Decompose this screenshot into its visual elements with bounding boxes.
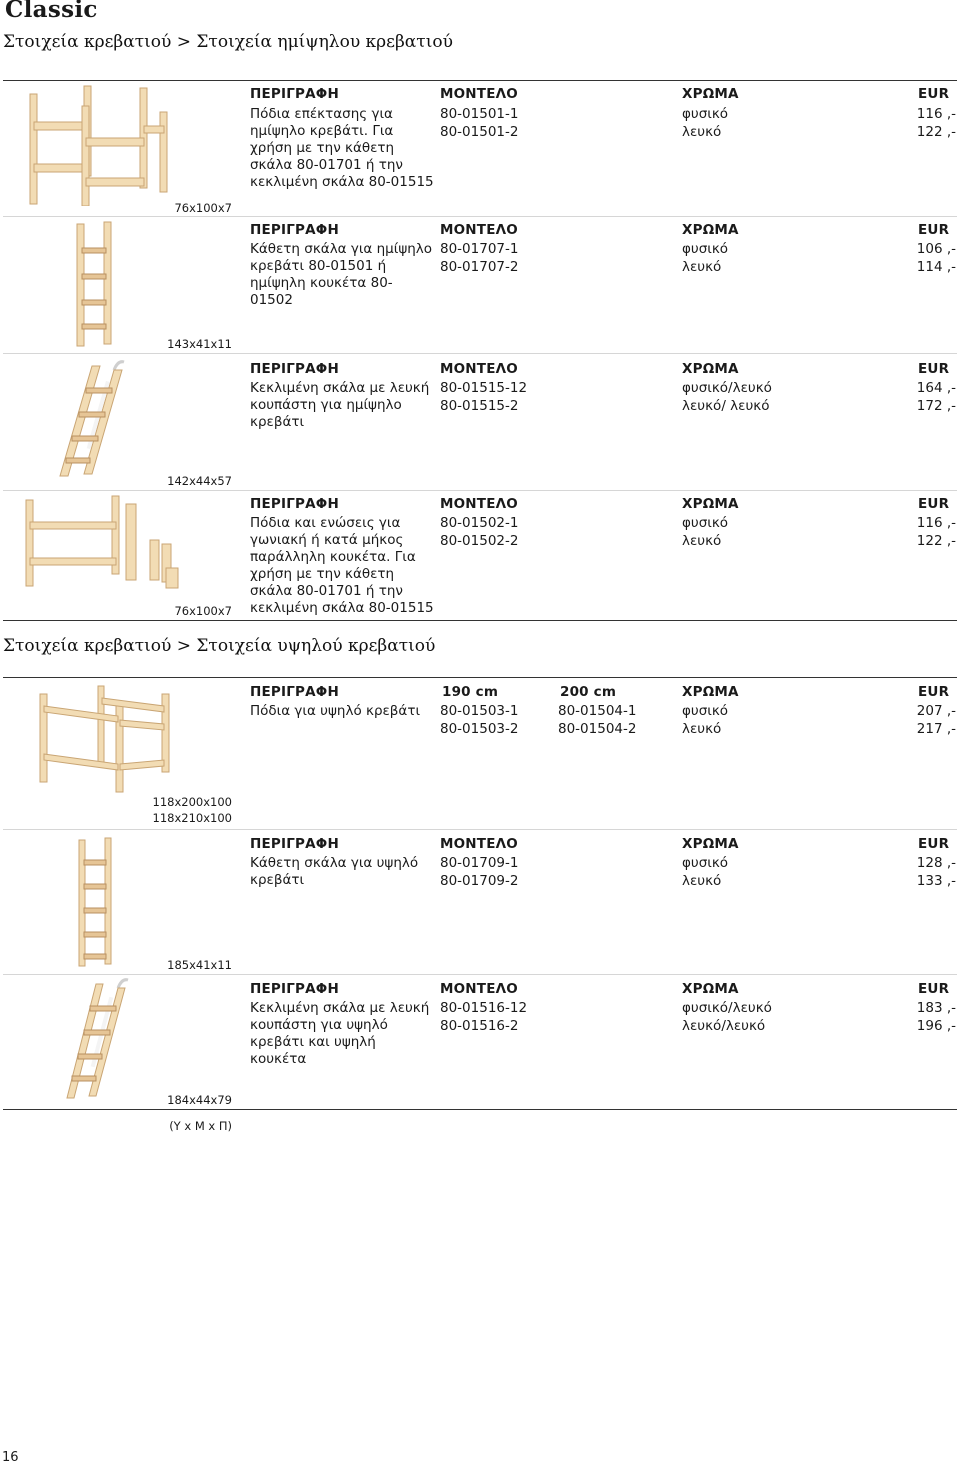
header-price: EUR: [918, 684, 950, 700]
header-description: ΠΕΡΙΓΡΑΦΗ: [250, 496, 339, 512]
product-description: Κεκλιμένη σκάλα με λευκή κουπάστη για ημίψηλο κρεβάτι: [250, 380, 430, 430]
dimensions-label: 143x41x11: [167, 337, 232, 351]
price-value: 217 ,-: [916, 721, 956, 737]
model-number: 80-01707-2: [440, 259, 519, 275]
color-value: λευκό/λευκό: [682, 1018, 766, 1034]
row-divider: [3, 216, 957, 217]
section-divider: [3, 677, 957, 678]
product-description: Πόδια για υψηλό κρεβάτι: [250, 703, 421, 719]
price-value: 128 ,-: [916, 855, 956, 871]
header-price: EUR: [918, 981, 950, 997]
color-value: φυσικό: [682, 106, 729, 122]
product-description: Κάθετη σκάλα για υψηλό κρεβάτι: [250, 855, 419, 888]
model-number: 80-01707-1: [440, 241, 519, 257]
header-color: ΧΡΩΜΑ: [682, 86, 739, 102]
dimensions-label: 76x100x7: [174, 201, 232, 215]
product-description: Πόδια και ενώσεις για γωνιακή ή κατά μήκος παράλληλη κουκέτα. Για χρήση με την κάθετη σκάλα 80-01701 ή την κεκλιμένη σκάλα 80-01515: [250, 515, 434, 616]
header-model: ΜΟΝΤΕΛΟ: [440, 222, 518, 238]
header-description: ΠΕΡΙΓΡΑΦΗ: [250, 981, 339, 997]
price-value: 196 ,-: [916, 1018, 956, 1034]
header-description: ΠΕΡΙΓΡΑΦΗ: [250, 684, 339, 700]
header-description: ΠΕΡΙΓΡΑΦΗ: [250, 836, 339, 852]
vertical-ladder-image: [76, 836, 114, 968]
row-divider: [3, 353, 957, 354]
section-divider: [3, 620, 957, 621]
model-number-200: 80-01504-1: [558, 703, 637, 719]
bed-extension-legs-image: [24, 82, 174, 206]
dimensions-label: 142x44x57: [167, 474, 232, 488]
slanted-ladder-image: [56, 356, 128, 478]
section-divider: [3, 1109, 957, 1110]
model-number-200: 80-01504-2: [558, 721, 637, 737]
row-divider: [3, 490, 957, 491]
high-bed-legs-image: [34, 684, 176, 794]
model-number: 80-01516-2: [440, 1018, 519, 1034]
color-value: λευκό: [682, 533, 722, 549]
model-number: 80-01515-12: [440, 380, 528, 396]
section-title-high-bed: Στοιχεία κρεβατιού > Στοιχεία υψηλού κρεβατιού: [3, 636, 436, 656]
price-value: 207 ,-: [916, 703, 956, 719]
header-price: EUR: [918, 86, 950, 102]
product-description: Κεκλιμένη σκάλα με λευκή κουπάστη για υψηλό κρεβάτι και υψηλή κουκέτα: [250, 1000, 430, 1067]
dimensions-legend: (Υ x Μ x Π): [169, 1119, 232, 1133]
price-value: 183 ,-: [916, 1000, 956, 1016]
model-number: 80-01516-12: [440, 1000, 528, 1016]
color-value: φυσικό/λευκό: [682, 1000, 772, 1016]
model-number-190: 80-01503-2: [440, 721, 519, 737]
color-value: λευκό: [682, 873, 722, 889]
dimensions-label: 118x210x100: [152, 811, 232, 825]
header-description: ΠΕΡΙΓΡΑΦΗ: [250, 222, 339, 238]
dimensions-label: 118x200x100: [152, 795, 232, 809]
header-model-200cm: 200 cm: [560, 684, 617, 700]
color-value: λευκό: [682, 259, 722, 275]
color-value: φυσικό: [682, 703, 729, 719]
header-model: ΜΟΝΤΕΛΟ: [440, 361, 518, 377]
model-number: 80-01709-1: [440, 855, 519, 871]
dimensions-label: 76x100x7: [174, 604, 232, 618]
price-value: 172 ,-: [916, 398, 956, 414]
page-number: 16: [2, 1450, 19, 1465]
page-title: Classic: [5, 0, 98, 23]
price-value: 133 ,-: [916, 873, 956, 889]
price-value: 122 ,-: [916, 124, 956, 140]
header-model: ΜΟΝΤΕΛΟ: [440, 981, 518, 997]
header-color: ΧΡΩΜΑ: [682, 496, 739, 512]
section-divider: [3, 80, 957, 81]
legs-and-connectors-image: [22, 494, 184, 590]
color-value: λευκό/ λευκό: [682, 398, 770, 414]
model-number: 80-01501-2: [440, 124, 519, 140]
header-color: ΧΡΩΜΑ: [682, 981, 739, 997]
color-value: λευκό: [682, 124, 722, 140]
color-value: φυσικό: [682, 241, 729, 257]
color-value: φυσικό: [682, 515, 729, 531]
header-model: ΜΟΝΤΕΛΟ: [440, 836, 518, 852]
section-title-semi-high-bed: Στοιχεία κρεβατιού > Στοιχεία ημίψηλου κρεβατιού: [3, 32, 453, 52]
product-description: Κάθετη σκάλα για ημίψηλο κρεβάτι 80-01501 ή ημίψηλη κουκέτα 80-01502: [250, 241, 433, 308]
price-value: 116 ,-: [916, 515, 956, 531]
vertical-ladder-image: [74, 220, 114, 348]
header-price: EUR: [918, 361, 950, 377]
row-divider: [3, 974, 957, 975]
price-value: 116 ,-: [916, 106, 956, 122]
dimensions-label: 185x41x11: [167, 958, 232, 972]
model-number: 80-01515-2: [440, 398, 519, 414]
model-number: 80-01502-2: [440, 533, 519, 549]
color-value: φυσικό: [682, 855, 729, 871]
header-color: ΧΡΩΜΑ: [682, 684, 739, 700]
product-description: Πόδια επέκτασης για ημίψηλο κρεβάτι. Για χρήση με την κάθετη σκάλα 80-01701 ή την κεκλιμένη σκάλα 80-01515: [250, 106, 434, 190]
slanted-ladder-image: [62, 976, 134, 1100]
header-description: ΠΕΡΙΓΡΑΦΗ: [250, 86, 339, 102]
price-value: 122 ,-: [916, 533, 956, 549]
price-value: 164 ,-: [916, 380, 956, 396]
price-value: 114 ,-: [916, 259, 956, 275]
color-value: φυσικό/λευκό: [682, 380, 772, 396]
price-value: 106 ,-: [916, 241, 956, 257]
model-number: 80-01709-2: [440, 873, 519, 889]
header-price: EUR: [918, 222, 950, 238]
header-model-190cm: 190 cm: [442, 684, 499, 700]
header-color: ΧΡΩΜΑ: [682, 836, 739, 852]
model-number: 80-01502-1: [440, 515, 519, 531]
header-model: ΜΟΝΤΕΛΟ: [440, 86, 518, 102]
header-price: EUR: [918, 496, 950, 512]
model-number: 80-01501-1: [440, 106, 519, 122]
color-value: λευκό: [682, 721, 722, 737]
header-model: ΜΟΝΤΕΛΟ: [440, 496, 518, 512]
header-color: ΧΡΩΜΑ: [682, 361, 739, 377]
model-number-190: 80-01503-1: [440, 703, 519, 719]
dimensions-label: 184x44x79: [167, 1093, 232, 1107]
header-color: ΧΡΩΜΑ: [682, 222, 739, 238]
header-price: EUR: [918, 836, 950, 852]
row-divider: [3, 829, 957, 830]
header-description: ΠΕΡΙΓΡΑΦΗ: [250, 361, 339, 377]
